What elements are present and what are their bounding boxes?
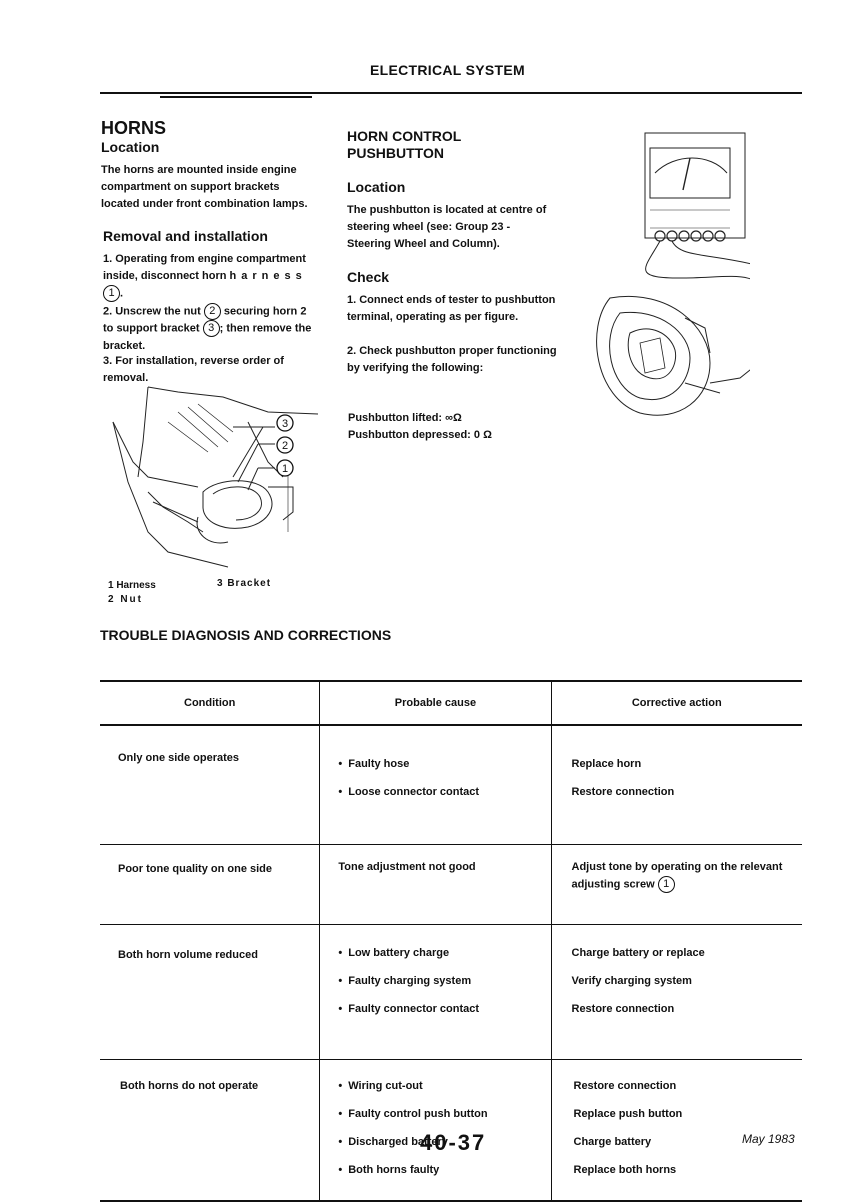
header-probable-cause: Probable cause	[320, 681, 551, 725]
action-item: Replace horn	[571, 758, 642, 770]
condition-cell	[100, 725, 320, 845]
publication-date: May 1983	[742, 1132, 795, 1146]
cause-item: Tone adjustment not good	[338, 861, 476, 873]
page-number: 40-37	[420, 1130, 487, 1155]
horns-step-1-text: 1. Operating from engine compartment inside, disconnect horn	[103, 253, 306, 282]
tester-illustration	[590, 128, 750, 428]
caption-harness: 1 Harness	[108, 580, 156, 591]
pushbutton-depressed-value: Pushbutton depressed: 0 Ω	[348, 429, 492, 441]
horns-step-3: 3. For installation, reverse order of removal.	[103, 355, 284, 384]
horns-step-2-c: ; then remove the bracket.	[103, 322, 312, 352]
horns-step-2-b: securing horn 2 to support bracket	[103, 305, 307, 335]
horns-step-2-a: 2. Unscrew the nut	[103, 305, 201, 318]
condition-text: Both horns do not operate	[120, 1080, 259, 1092]
horn-location-illustration	[108, 382, 330, 582]
callout-1: 1	[281, 463, 289, 475]
pushbutton-title: HORN CONTROL PUSHBUTTON	[347, 128, 462, 161]
pushbutton-location-heading: Location	[347, 179, 406, 195]
action-cell	[551, 845, 802, 925]
header-condition: Condition	[100, 681, 320, 725]
action-item: Replace both horns	[573, 1164, 677, 1176]
cause-item: • Faulty hose	[338, 750, 550, 778]
cause-cell	[320, 925, 551, 1060]
caption-bracket: 3 Bracket	[217, 578, 272, 589]
action-item: Adjust tone by operating on the relevant adjusting screw	[571, 861, 783, 891]
trouble-title: TROUBLE DIAGNOSIS AND CORRECTIONS	[100, 627, 392, 643]
action-item: Charge battery or replace	[571, 947, 705, 959]
header-rule	[100, 92, 802, 94]
condition-cell	[100, 845, 320, 925]
caption-nut: 2 Nut	[108, 594, 143, 605]
action-item: Charge battery	[573, 1136, 652, 1148]
horns-location-heading: Location	[101, 139, 160, 155]
action-cell	[551, 1060, 802, 1202]
pushbutton-check-step-2: 2. Check pushbutton proper functioning by verifying the following:	[347, 345, 557, 374]
horns-step-1: 1. Operating from engine compartment inside, disconnect horn harness1 .	[103, 251, 313, 302]
cause-item: • Discharged battery	[338, 1128, 550, 1156]
cause-cell	[320, 845, 551, 925]
horns-title: HORNS	[101, 118, 167, 138]
cause-item: • Loose connector contact	[338, 778, 550, 806]
action-item: Restore connection	[573, 1080, 677, 1092]
condition-text: Both horn volume reduced	[118, 949, 258, 961]
ref-circle-2: 2	[204, 303, 221, 320]
action-item: Restore connection	[571, 786, 675, 798]
cause-cell	[320, 725, 551, 845]
action-cell	[551, 725, 802, 845]
table-row	[100, 845, 802, 925]
table-row	[100, 725, 802, 845]
pushbutton-check-heading: Check	[347, 269, 390, 285]
pushbutton-lifted-value: Pushbutton lifted: ∞Ω	[348, 412, 462, 424]
pushbutton-check-step-1: 1. Connect ends of tester to pushbutton terminal, operating as per figure.	[347, 294, 556, 323]
trouble-table	[100, 680, 802, 1202]
condition-cell	[100, 925, 320, 1060]
page-header-title: ELECTRICAL SYSTEM	[370, 62, 525, 78]
table-row	[100, 925, 802, 1060]
cause-item: • Faulty connector contact	[338, 995, 550, 1023]
condition-cell	[100, 1060, 320, 1202]
horns-removal-heading: Removal and installation	[103, 228, 268, 244]
header-rule-short	[160, 96, 312, 98]
horns-step-1-end: harness	[229, 270, 307, 282]
action-item: Restore connection	[571, 1003, 675, 1015]
header-corrective-action: Corrective action	[551, 681, 802, 725]
action-cell	[551, 925, 802, 1060]
ref-circle-1: 1	[103, 285, 120, 302]
condition-text: Only one side operates	[118, 752, 240, 764]
condition-text: Poor tone quality on one side	[118, 863, 273, 875]
callout-3: 3	[281, 418, 289, 430]
ref-circle-3: 3	[203, 320, 220, 337]
cause-item: • Wiring cut-out	[338, 1072, 550, 1100]
horns-step-2	[103, 303, 315, 355]
cause-item: • Low battery charge	[338, 939, 550, 967]
cause-item: • Faulty control push button	[338, 1100, 550, 1128]
callout-2: 2	[281, 440, 289, 452]
table-header-row	[100, 681, 802, 725]
cause-item: • Both horns faulty	[338, 1156, 550, 1184]
action-item: Replace push button	[573, 1108, 683, 1120]
ref-circle-1: 1	[658, 876, 675, 893]
horns-location-text: The horns are mounted inside engine compartment on support brackets located under front combination lamps.	[101, 164, 308, 210]
action-item: Verify charging system	[571, 975, 692, 987]
cause-item: • Faulty charging system	[338, 967, 550, 995]
pushbutton-location-text: The pushbutton is located at centre of steering wheel (see: Group 23 - Steering Wheel and Column).	[347, 204, 547, 250]
